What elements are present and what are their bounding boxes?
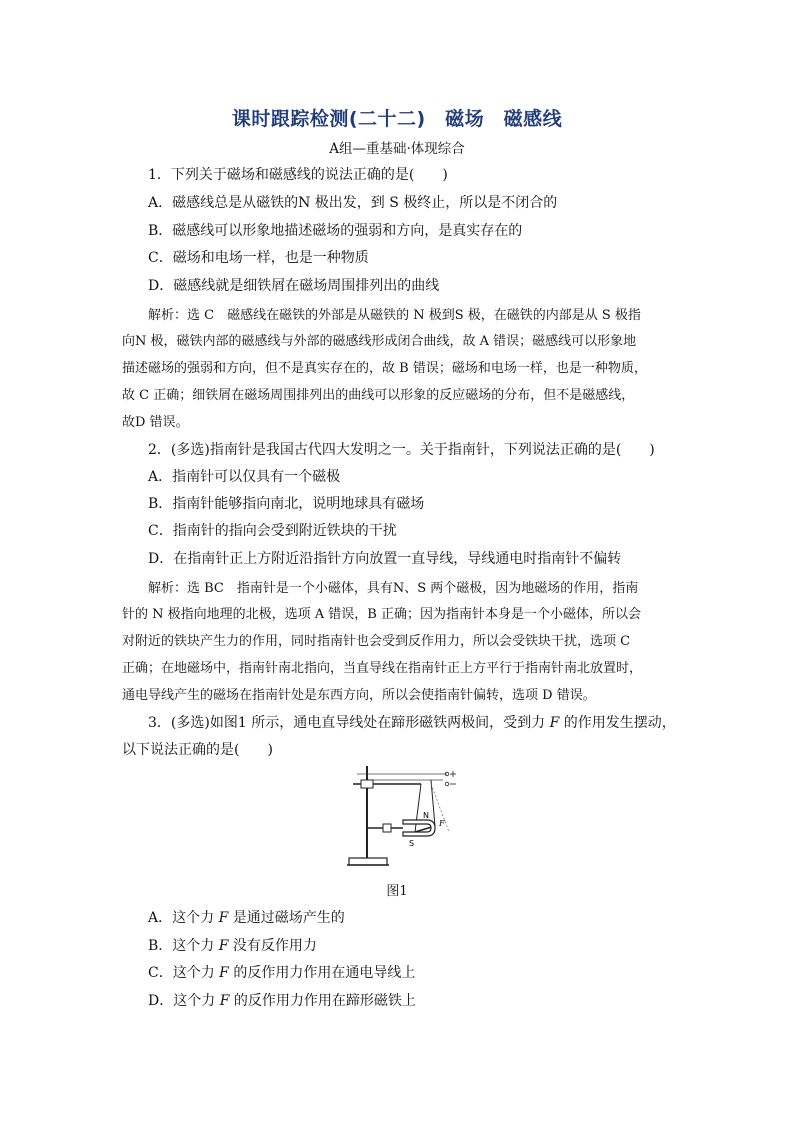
q3-option-text: 是通过磁场产生的 — [228, 910, 345, 926]
q2-explanation-line: 正确；在地磁场中，指南针南北指向，当直导线在指南针正上方平行于指南针南北放置时， — [122, 661, 643, 676]
q1-explanation-line: 故D 错误。 — [122, 415, 189, 430]
q3-option-text: C．这个力 — [148, 965, 220, 981]
q2-explanation-line: 解析：选 BC 指南针是一个小磁体，具有N、S 两个磁极，因为地磁场的作用，指南 — [148, 581, 639, 596]
section-subtitle: A组—重基础·体现综合 — [329, 141, 465, 157]
label-f: F — [439, 819, 445, 828]
q1-option-c: C．磁场和电场一样，也是一种物质 — [148, 250, 369, 266]
q1-explanation-line: 描述磁场的强弱和方向，但不是真实存在的，故 B 错误；磁场和电场一样，也是一种物质， — [122, 361, 647, 376]
q3-option-text: 的反作用力作用在通电导线上 — [228, 965, 416, 981]
q3-stem-line2: 以下说法正确的是( ) — [122, 742, 273, 758]
q1-option-a: A．磁感线总是从磁铁的N 极出发，到 S 极终止，所以是不闭合的 — [148, 195, 558, 211]
force-symbol: F — [219, 993, 230, 1009]
clamp — [361, 780, 373, 788]
q3-stem-line1 — [148, 712, 676, 732]
label-s: S — [409, 839, 415, 848]
holder-clamp — [383, 824, 391, 832]
q3-option-c — [148, 962, 415, 982]
q3-stem-text: 的作用发生摆动， — [559, 715, 676, 731]
force-symbol: F — [218, 910, 229, 926]
force-symbol: F — [218, 938, 229, 954]
q1-stem: 1．下列关于磁场和磁感线的说法正确的是( ) — [148, 167, 448, 183]
hanging-wire-left — [415, 784, 421, 832]
q1-explanation-line: 解析：选 C 磁感线在磁铁的外部是从磁铁的 N 极到S 极，在磁铁的内部是从 S 极指 — [148, 308, 641, 323]
q3-option-text: A．这个力 — [148, 910, 219, 926]
q3-option-text: B．这个力 — [148, 938, 219, 954]
q2-stem: 2．(多选)指南针是我国古代四大发明之一。关于指南针，下列说法正确的是( ) — [148, 442, 655, 458]
q2-explanation-line: 对附近的铁块产生力的作用，同时指南针也会受到反作用力，所以会受铁块干扰，选项 C — [122, 634, 631, 649]
q3-stem-text: 3．(多选)如图1 所示，通电直导线处在蹄形磁铁两极间，受到力 — [148, 715, 550, 731]
label-n: N — [423, 811, 429, 820]
q1-explanation-line: 故 C 正确；细铁屑在磁场周围排列出的曲线可以形象的反应磁场的分布，但不是磁感线， — [122, 388, 635, 403]
q2-option-c: C．指南针的指向会受到附近铁块的干扰 — [148, 523, 397, 539]
q3-option-text: 的反作用力作用在蹄形磁铁上 — [229, 993, 416, 1009]
force-symbol: F — [219, 965, 229, 981]
q1-option-b: B．磁感线可以形象地描述磁场的强弱和方向，是真实存在的 — [148, 223, 523, 239]
q1-option-d: D．磁感线就是细铁屑在磁场周围排列出的曲线 — [148, 278, 440, 294]
q2-option-d: D．在指南针正上方附近沿指针方向放置一直导线，导线通电时指南针不偏转 — [148, 551, 622, 567]
figure-1-apparatus — [343, 762, 461, 876]
figure-caption: 图1 — [386, 884, 408, 899]
q3-option-b — [148, 935, 317, 955]
q3-option-a — [148, 907, 345, 927]
q3-option-text: 没有反作用力 — [228, 938, 317, 954]
terminal-minus — [445, 782, 449, 786]
q2-option-a: A．指南针可以仅具有一个磁极 — [148, 469, 341, 485]
q3-option-text: D．这个力 — [148, 993, 220, 1009]
q3-option-d — [148, 990, 416, 1010]
q2-explanation-line: 通电导线产生的磁场在指南针处是东西方向，所以会使指南针偏转，选项 D 错误。 — [122, 688, 596, 703]
hanging-wire-right — [431, 780, 435, 826]
stand-base — [349, 858, 387, 865]
q2-explanation-line: 针的 N 极指向地理的北极，选项 A 错误，B 正确；因为指南针本身是一个小磁体，所以会 — [122, 607, 641, 622]
q2-option-b: B．指南针能够指向南北，说明地球具有磁场 — [148, 496, 425, 512]
page-title: 课时跟踪检测(二十二) 磁场 磁感线 — [231, 108, 563, 130]
force-symbol: F — [549, 715, 560, 731]
q1-explanation-line: 向N 极，磁铁内部的磁感线与外部的磁感线形成闭合曲线，故 A 错误；磁感线可以形象地 — [122, 334, 637, 349]
